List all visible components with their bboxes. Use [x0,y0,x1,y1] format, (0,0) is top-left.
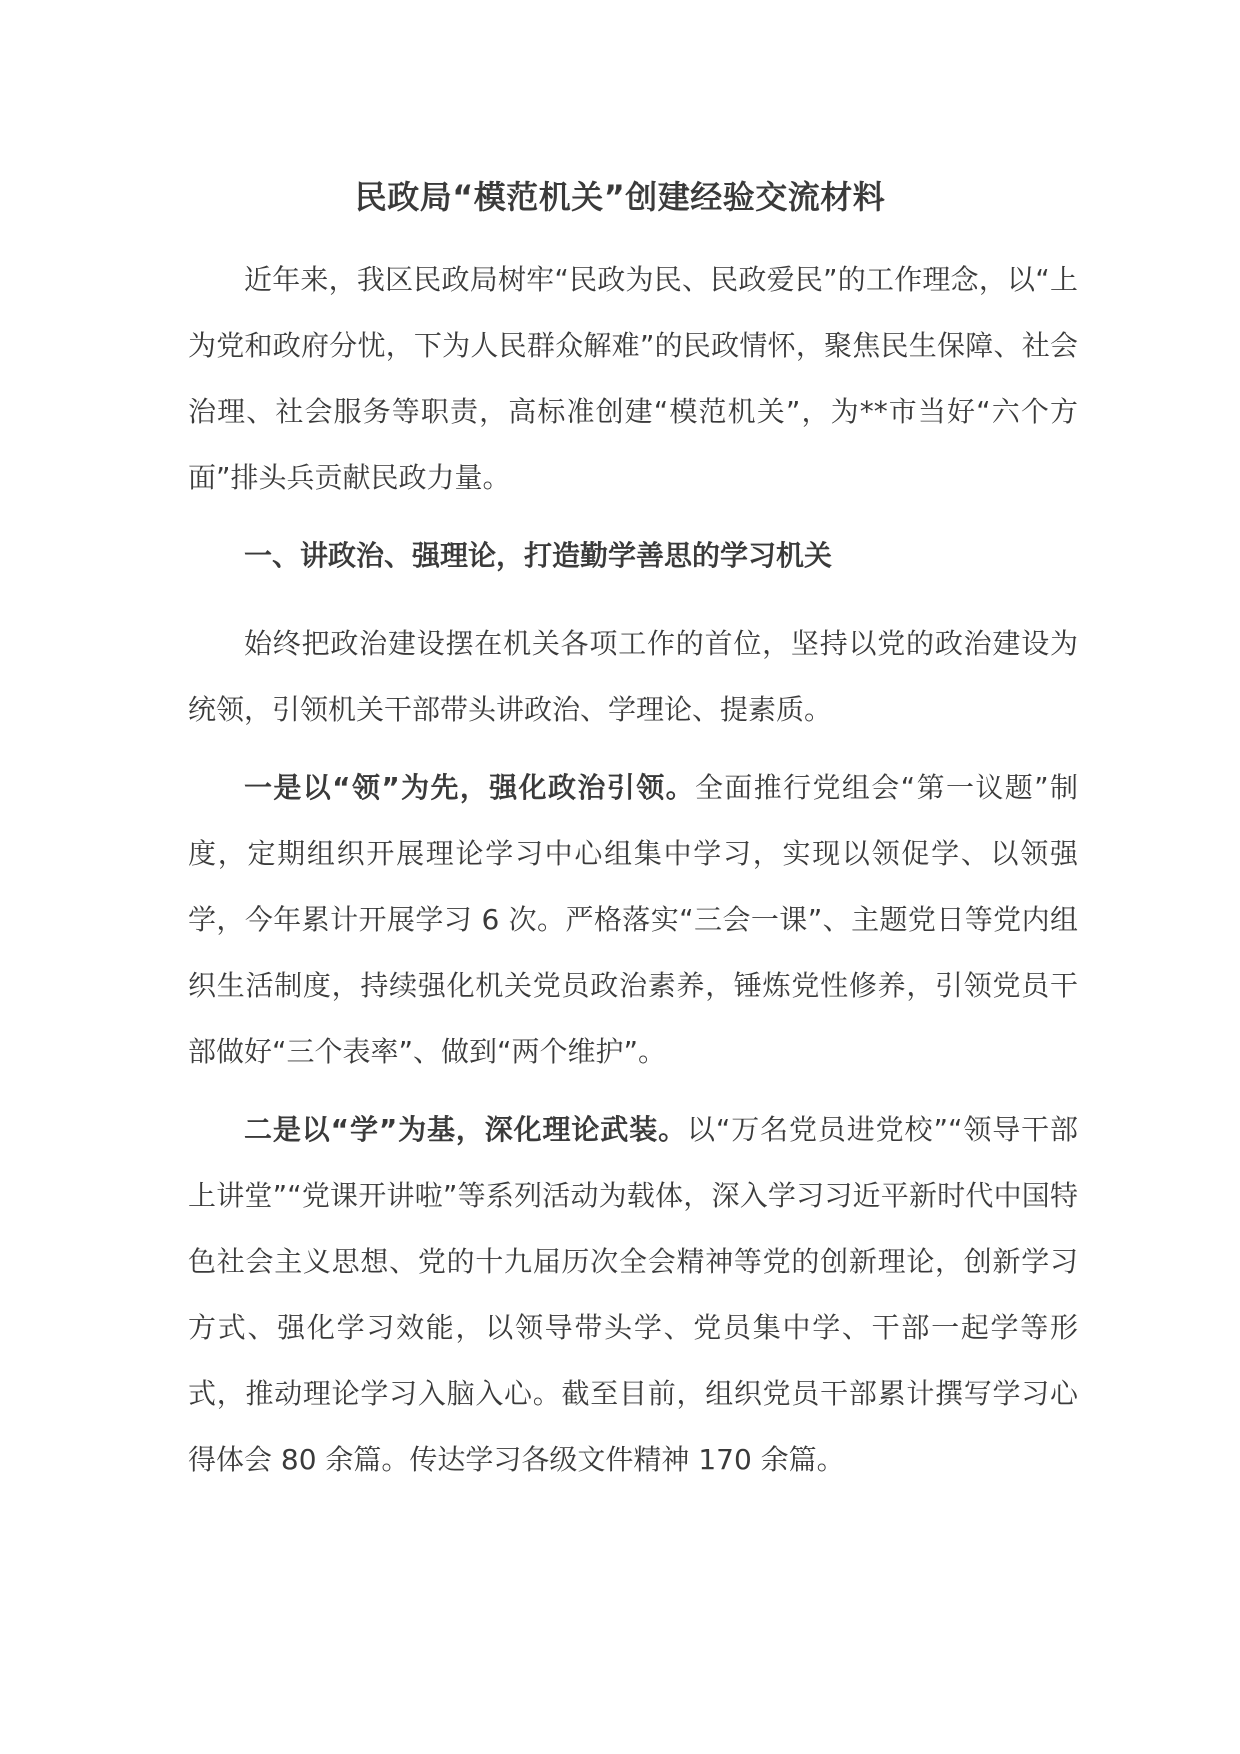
point-lead: 二是以“学”为基，深化理论武装。 [244,1113,687,1146]
point-text: 全面推行党组会“第一议题”制度，定期组织开展理论学习中心组集中学习，实现以领促学、以领强学，今年累计开展学习 6 次。严格落实“三会一课”、主题党日等党内组织生活制度，持续强化机关党员政治素养，锤炼党性修养，引领党员干部做好“三个表率”、做到“两个维护”。 [188,771,1079,1068]
point-lead: 一是以“领”为先，强化政治引领。 [244,771,695,804]
section-heading: 一、讲政治、强理论，打造勤学善思的学习机关 [244,539,833,572]
document-title: 民政局“模范机关”创建经验交流材料 [354,178,886,216]
point-text: 以“万名党员进党校”“领导干部上讲堂”“党课开讲啦”等系列活动为载体，深入学习习近平新时代中国特色社会主义思想、党的十九届历次全会精神等党的创新理论，创新学习方式、强化学习效能，以领导带头学、党员集中学、干部一起学等形式，推动理论学习入脑入心。截至目前，组织党员干部累计撰写学习心得体会 80 余篇。传达学习各级文件精神 170 余篇。 [188,1113,1078,1476]
section-paragraph: 始终把政治建设摆在机关各项工作的首位，坚持以党的政治建设为统领，引领机关干部带头讲政治、学理论、提素质。 [188,627,1078,726]
point-paragraph [188,1097,1078,1493]
intro-paragraph: 近年来，我区民政局树牢“民政为民、民政爱民”的工作理念，以“上为党和政府分忧，下为人民群众解难”的民政情怀，聚焦民生保障、社会治理、社会服务等职责，高标准创建“模范机关”，为**市当好“六个方面”排头兵贡献民政力量。 [188,263,1078,494]
point-paragraph [188,755,1078,1085]
